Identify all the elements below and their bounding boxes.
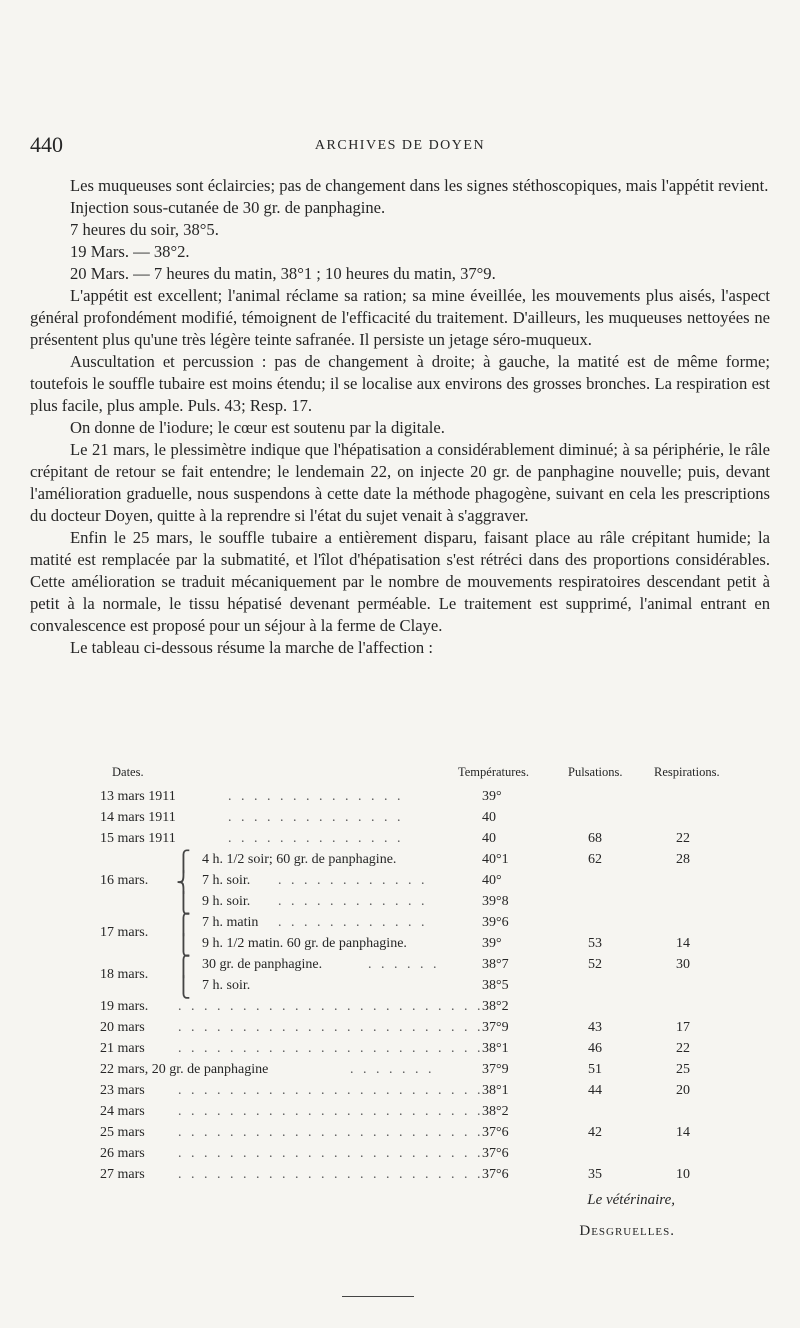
row-pulsations: 43 [588,1020,602,1035]
row-respirations: 17 [676,1020,690,1035]
row-pulsations: 53 [588,936,602,951]
leader-dots: . . . . . . . . . . . . [278,915,428,930]
body-text [30,175,770,659]
table-row [100,997,750,1018]
table-row [100,808,750,829]
paragraph: Le 21 mars, le plessimètre indique que l'hépatisation a considérablement diminué; à sa périphérie, le râle crépitant de retour se fait entendre; le lendemain 22, on injecte 20 gr. de panphagine nouvelle; puis, devant l'amélioration graduelle, nous suspendons à cette date la méthode phagogène, suivant en cela les prescriptions du docteur Doyen, quitte à la reprendre si l'état du sujet venait à s'aggraver. [30,440,770,525]
leader-dots: . . . . . . . . . . . . . . . . . . . . . . . . [178,1083,484,1098]
row-detail: 7 h. soir. [202,978,251,993]
leader-dots: . . . . . . . . . . . . . . [228,810,404,825]
row-date: 24 mars [100,1104,145,1119]
row-date: 17 mars. [100,925,149,940]
table-row [100,1039,750,1060]
paragraph: Injection sous-cutanée de 30 gr. de panphagine. [70,198,386,217]
paragraph: Auscultation et percussion : pas de changement à droite; à gauche, la matité est de même forme; toutefois le souffle tubaire est moins étendu; il se localise aux environs des grosses bronches. La respiration est plus facile, plus ample. Puls. 43; Resp. 17. [30,352,770,415]
row-temp: 40° [482,873,502,888]
signature-block [579,1192,675,1240]
paragraph: 19 Mars. — 38°2. [70,242,190,261]
row-temp: 39°6 [482,915,509,930]
row-date: 27 mars [100,1167,145,1182]
table-row [100,976,750,997]
row-temp: 39° [482,789,502,804]
row-respirations: 25 [676,1062,690,1077]
row-pulsations: 68 [588,831,602,846]
row-respirations: 22 [676,831,690,846]
row-pulsations: 42 [588,1125,602,1140]
page-header [30,132,770,158]
brace-glyph: ⎨ [176,872,191,894]
paragraph: 20 Mars. — 7 heures du matin, 38°1 ; 10 heures du matin, 37°9. [70,264,496,283]
table-row [100,934,750,955]
row-temp: 38°1 [482,1083,509,1098]
leader-dots: . . . . . . [368,957,440,972]
row-temp: 37°6 [482,1125,509,1140]
table-row [100,787,750,808]
row-date: 26 mars [100,1146,145,1161]
row-detail: 9 h. soir. [202,894,251,909]
paragraph: Les muqueuses sont éclaircies; pas de changement dans les signes stéthoscopiques, mais l'appétit revient. [70,176,769,195]
header-respirations: Respirations. [654,765,720,779]
row-temp: 40 [482,810,496,825]
table-row [100,1144,750,1165]
row-pulsations: 35 [588,1167,602,1182]
row-respirations: 10 [676,1167,690,1182]
table-row [100,1165,750,1186]
row-temp: 39°8 [482,894,509,909]
brace-glyph: ⎧ [176,851,191,873]
leader-dots: . . . . . . . . . . . . . . . . . . . . . . . . [178,999,484,1014]
row-date: 18 mars. [100,967,149,982]
data-table [100,765,750,1186]
table-row [100,1102,750,1123]
row-respirations: 14 [676,936,690,951]
paragraph: L'appétit est excellent; l'animal réclame sa ration; sa mine éveillée, les mouvements plus aisés, l'aspect général profondément modifié, témoignent de l'efficacité du traitement. D'ailleurs, les muqueuses nettoyées ne présentent plus qu'une très légère teinte safranée. Il persiste un jetage séro-muqueux. [30,286,770,349]
table-row [100,850,750,871]
row-respirations: 28 [676,852,690,867]
paragraph: Enfin le 25 mars, le souffle tubaire a entièrement disparu, faisant place au râle crépitant humide; la matité est remplacée par la submatité, et l'îlot d'hépatisation s'est rétréci dans des proportions considérables. Cette amélioration se traduit mécaniquement par le nombre de mouvements respiratoires descendant petit à petit à la normale, le tissu hépatisé devenant perméable. Le traitement est supprimé, l'animal entrant en convalescence est proposé pour un séjour à la ferme de Claye. [30,528,770,635]
leader-dots: . . . . . . . [350,1062,435,1077]
brace-glyph: ⎩ [176,935,191,957]
leader-dots: . . . . . . . . . . . . . . . . . . . . . . . . [178,1020,484,1035]
table-row [100,1018,750,1039]
leader-dots: . . . . . . . . . . . . [278,894,428,909]
leader-dots: . . . . . . . . . . . . . . [228,831,404,846]
brace-glyph: ⎧ [176,914,191,936]
row-temp: 38°2 [482,1104,509,1119]
table-row [100,829,750,850]
row-detail: 9 h. 1/2 matin. 60 gr. de panphagine. [202,936,407,951]
row-respirations: 22 [676,1041,690,1056]
row-date: 22 mars, 20 gr. de panphagine [100,1062,269,1077]
leader-dots: . . . . . . . . . . . . . . [228,789,404,804]
table-row [100,871,750,892]
row-detail: 4 h. 1/2 soir; 60 gr. de panphagine. [202,852,397,867]
paragraph: On donne de l'iodure; le cœur est soutenu par la digitale. [70,418,445,437]
row-pulsations: 52 [588,957,602,972]
row-temp: 38°2 [482,999,509,1014]
row-temp: 37°9 [482,1062,509,1077]
row-date: 14 mars 1911 [100,810,176,825]
row-pulsations: 46 [588,1041,602,1056]
brace-glyph: ⎧ [176,956,191,978]
row-temp: 39° [482,936,502,951]
row-date: 21 mars [100,1041,145,1056]
closing-rule [342,1296,414,1297]
row-temp: 38°7 [482,957,509,972]
table-row [100,955,750,982]
leader-dots: . . . . . . . . . . . . . . . . . . . . . . . . [178,1041,484,1056]
leader-dots: . . . . . . . . . . . . . . . . . . . . . . . . [178,1167,484,1182]
row-temp: 37°9 [482,1020,509,1035]
leader-dots: . . . . . . . . . . . . [278,873,428,888]
signature-role: Le vétérinaire, [587,1192,675,1208]
row-detail: 7 h. matin [202,915,259,930]
row-pulsations: 51 [588,1062,602,1077]
header-pulsations: Pulsations. [568,765,623,779]
row-temp: 37°6 [482,1167,509,1182]
row-detail: 7 h. soir. [202,873,251,888]
row-pulsations: 62 [588,852,602,867]
row-respirations: 30 [676,957,690,972]
row-temp: 38°1 [482,1041,509,1056]
brace-glyph: ⎩ [176,893,191,915]
header-dates: Dates. [112,765,144,779]
row-respirations: 20 [676,1083,690,1098]
table-header [100,765,750,787]
row-pulsations: 44 [588,1083,602,1098]
row-respirations: 14 [676,1125,690,1140]
row-temp: 37°6 [482,1146,509,1161]
row-date: 19 mars. [100,999,149,1014]
row-date: 23 mars [100,1083,145,1098]
table-row [100,1060,750,1081]
header-temperatures: Températures. [458,765,529,779]
table-row [100,892,750,913]
row-temp: 38°5 [482,978,509,993]
leader-dots: . . . . . . . . . . . . . . . . . . . . . . . . [178,1146,484,1161]
brace-glyph: ⎩ [176,977,191,999]
leader-dots: . . . . . . . . . . . . . . . . . . . . . . . . [178,1125,484,1140]
row-date: 25 mars [100,1125,145,1140]
row-detail: 30 gr. de panphagine. [202,957,323,972]
table-row [100,913,750,940]
row-temp: 40°1 [482,852,509,867]
signature-name: Desgruelles. [579,1223,675,1239]
row-temp: 40 [482,831,496,846]
row-date: 16 mars. [100,873,149,888]
row-date: 15 mars 1911 [100,831,176,846]
page-number: 440 [30,132,63,157]
table-row [100,1081,750,1102]
table-row [100,1123,750,1144]
running-title: ARCHIVES DE DOYEN [314,138,486,153]
row-date: 13 mars 1911 [100,789,176,804]
paragraph: 7 heures du soir, 38°5. [70,220,219,239]
row-date: 20 mars [100,1020,145,1035]
paragraph: Le tableau ci-dessous résume la marche de l'affection : [70,638,433,657]
leader-dots: . . . . . . . . . . . . . . . . . . . . . . . . [178,1104,484,1119]
